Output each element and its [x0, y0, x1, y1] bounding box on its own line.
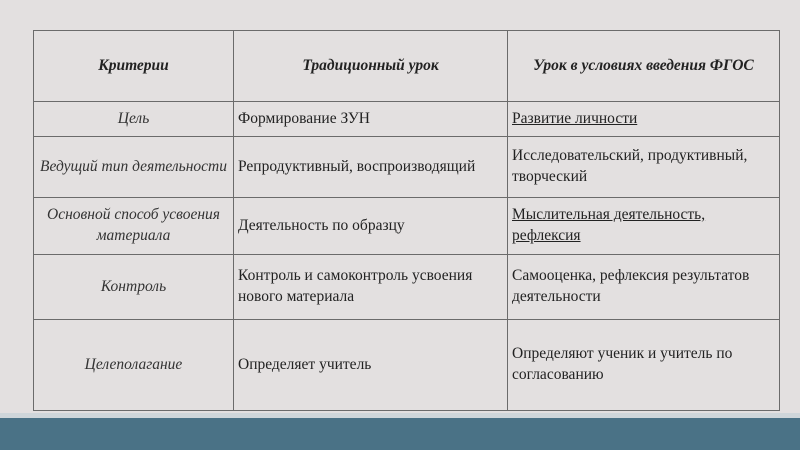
table-row [34, 198, 780, 255]
criterion-cell: Целеполагание [34, 320, 234, 411]
criterion-cell: Контроль [34, 255, 234, 320]
header-criteria: Критерии [34, 31, 234, 102]
traditional-cell: Формирование ЗУН [234, 102, 508, 137]
table-header-row [34, 31, 780, 102]
fgos-cell: Самооценка, рефлексия результатов деятельности [508, 255, 780, 320]
table-row [34, 137, 780, 198]
comparison-table [33, 30, 780, 411]
traditional-cell: Контроль и самоконтроль усвоения нового материала [234, 255, 508, 320]
fgos-cell: Определяют ученик и учитель по согласованию [508, 320, 780, 411]
fgos-cell: Исследовательский, продуктивный, творческий [508, 137, 780, 198]
criterion-cell: Ведущий тип деятельности [34, 137, 234, 198]
fgos-cell: Развитие личности [508, 102, 780, 137]
table-row [34, 255, 780, 320]
traditional-cell: Репродуктивный, воспроизводящий [234, 137, 508, 198]
fgos-cell: Мыслительная деятельность, рефлексия [508, 198, 780, 255]
traditional-cell: Определяет учитель [234, 320, 508, 411]
table-row [34, 320, 780, 411]
traditional-cell: Деятельность по образцу [234, 198, 508, 255]
header-traditional-lesson: Традиционный урок [234, 31, 508, 102]
criterion-cell: Цель [34, 102, 234, 137]
header-fgos-lesson: Урок в условиях введения ФГОС [508, 31, 780, 102]
slide-footer-bar [0, 418, 800, 450]
criterion-cell: Основной способ усвоения материала [34, 198, 234, 255]
table-row [34, 102, 780, 137]
